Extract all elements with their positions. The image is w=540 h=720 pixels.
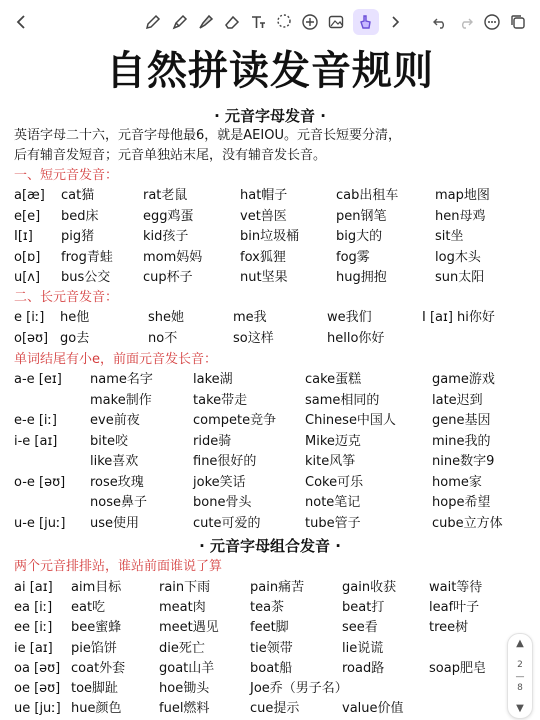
example-word: value价值 [342, 701, 404, 717]
example-word: rain下雨 [159, 580, 211, 595]
example-word: hug拥抱 [336, 270, 387, 285]
example-word: no不 [148, 330, 178, 346]
example-word: compete竞争 [193, 413, 277, 428]
example-word: she她 [148, 310, 185, 325]
example-word: feet脚 [250, 620, 289, 636]
pen-icon[interactable] [143, 12, 163, 32]
example-word: sun太阳 [435, 270, 485, 285]
example-word: hoe锄头 [159, 681, 210, 696]
example-word: pen钢笔 [336, 208, 387, 224]
section-heading-combos: · 元音字母组合发音 · [199, 537, 341, 555]
example-word: cup杯子 [143, 270, 193, 285]
intro-line-2: 后有辅音发短音；元音单独站末尾，没有辅音发长音。 [14, 148, 327, 163]
back-arrow-icon[interactable] [12, 12, 32, 32]
eraser-icon[interactable] [222, 12, 242, 32]
example-word: beat打 [342, 600, 385, 616]
example-word: tea茶 [250, 600, 285, 616]
phonics-label: a[æ] [14, 188, 45, 203]
chevron-down-icon[interactable]: ▼ [516, 703, 524, 714]
phonics-label: oa [əʊ] [14, 660, 61, 676]
example-word: fuel燃料 [159, 701, 210, 717]
example-word: hen母鸡 [435, 208, 486, 224]
example-word: cube立方体 [432, 515, 503, 531]
page-separator: — [515, 672, 525, 682]
image-icon[interactable] [326, 12, 346, 32]
example-word: game游戏 [432, 372, 495, 387]
example-word: he他 [60, 310, 90, 325]
phonics-label: I[ɪ] [14, 229, 33, 244]
example-word: mom妈妈 [143, 249, 203, 265]
example-word: same相同的 [305, 392, 380, 408]
example-word: vet兽医 [240, 208, 287, 224]
example-word: so这样 [233, 330, 274, 346]
example-word: take带走 [193, 392, 248, 408]
example-word: hello你好 [327, 330, 385, 346]
phonics-label: o[ɒ] [14, 249, 41, 265]
example-word: bite咬 [90, 433, 128, 449]
example-word: coat外套 [71, 660, 126, 676]
marker-icon[interactable] [170, 12, 190, 32]
example-word: aim目标 [71, 580, 122, 595]
example-word: like喜欢 [90, 454, 139, 469]
combos-subheading: 两个元音排排站，谁站前面谁说了算 [14, 559, 223, 574]
example-word: gain收获 [342, 580, 397, 595]
short-vowel-heading: 一、短元音发音： [14, 168, 119, 183]
example-word: bone骨头 [193, 495, 252, 510]
phonics-label: ie [aɪ] [14, 640, 53, 656]
example-word: hope希望 [432, 495, 491, 510]
copy-icon[interactable] [508, 12, 528, 32]
example-word: note笔记 [305, 495, 361, 510]
example-word: fox狐狸 [240, 249, 286, 265]
phonics-label: e-e [iː] [14, 413, 57, 428]
example-word: big大的 [336, 229, 383, 244]
example-word: Coke可乐 [305, 474, 364, 490]
example-word: fine很好的 [193, 454, 257, 469]
phonics-label: ee [iː] [14, 620, 53, 636]
page-scroller[interactable] [507, 633, 533, 719]
example-word: cat猫 [61, 188, 95, 203]
phonics-label: u-e [juː] [14, 515, 66, 531]
example-word: mine我的 [432, 433, 491, 449]
example-word: go去 [60, 330, 90, 346]
example-word: fog雾 [336, 249, 370, 265]
toolbar [0, 0, 540, 44]
phonics-label: o-e [əʊ] [14, 474, 66, 490]
example-word: joke笑话 [193, 474, 246, 490]
example-word: nine数字9 [432, 454, 495, 469]
example-word: cue提示 [250, 701, 300, 717]
example-word: bee蜜蜂 [71, 620, 122, 636]
example-word: egg鸡蛋 [143, 208, 194, 224]
example-word: map地图 [435, 188, 490, 203]
redo-icon[interactable] [456, 12, 476, 32]
magic-e-heading: 单词结尾有小e，前面元音发长音： [14, 352, 217, 367]
page-title: 自然拼读发音规则 [106, 48, 434, 94]
phonics-label: a-e [eɪ] [14, 372, 62, 387]
chevron-up-icon[interactable]: ▲ [516, 638, 524, 649]
example-word: meat肉 [159, 600, 206, 616]
example-word: road路 [342, 660, 385, 676]
example-word: nose鼻子 [90, 495, 147, 510]
intro-line-1: 英语字母二十六，元音字母他最6，就是AEIOU。元音长短要分清， [14, 128, 401, 143]
example-word: boat船 [250, 660, 293, 676]
more-icon[interactable] [482, 12, 502, 32]
example-word: pie馅饼 [71, 640, 117, 656]
phonics-label: e[e] [14, 208, 41, 224]
highlighter-icon[interactable] [196, 12, 216, 32]
example-word: nut坚果 [240, 270, 288, 285]
add-icon[interactable] [300, 12, 320, 32]
example-word: bed床 [61, 208, 99, 224]
example-word: Joe乔（男子名） [250, 681, 348, 696]
example-word: die死亡 [159, 640, 205, 656]
example-word: kite风筝 [305, 454, 356, 469]
example-word: leaf叶子 [429, 600, 480, 616]
example-word: pig猪 [61, 229, 95, 244]
example-word: sit坐 [435, 229, 464, 244]
example-word: frog青蛙 [61, 249, 113, 265]
phonics-label: e [iː] [14, 310, 45, 325]
long-vowel-heading: 二、长元音发音： [14, 290, 119, 305]
example-word: Chinese中国人 [305, 413, 396, 428]
example-word: Mike迈克 [305, 433, 361, 449]
example-word: cake蛋糕 [305, 372, 362, 387]
example-word: log木头 [435, 249, 481, 265]
example-word: cute可爱的 [193, 515, 261, 531]
example-word: toe脚趾 [71, 681, 119, 696]
phonics-label: ue [juː] [14, 701, 61, 717]
example-word: gene基因 [432, 413, 491, 428]
example-word: bus公交 [61, 270, 111, 285]
example-word: hue颜色 [71, 701, 122, 717]
example-word: home家 [432, 474, 482, 490]
lasso-icon[interactable] [274, 12, 294, 32]
example-word: hat帽子 [240, 188, 288, 203]
example-word: tie领带 [250, 640, 293, 656]
phonics-label: u[ʌ] [14, 270, 41, 285]
phonics-label: o[əʊ] [14, 330, 49, 346]
example-word: I [aɪ] hi你好 [422, 310, 495, 325]
example-word: cab出租车 [336, 188, 399, 203]
example-word: lie说谎 [342, 640, 384, 656]
example-word: see看 [342, 620, 378, 636]
example-word: me我 [233, 310, 267, 325]
undo-icon[interactable] [430, 12, 450, 32]
phonics-label: oe [əʊ] [14, 681, 61, 696]
phonics-label: ea [iː] [14, 600, 53, 616]
example-word: name名字 [90, 372, 153, 387]
example-word: ride骑 [193, 433, 232, 449]
example-word: make制作 [90, 392, 152, 408]
example-word: we我们 [327, 310, 372, 325]
example-word: pain痛苦 [250, 580, 305, 595]
section-heading-vowels: · 元音字母发音 · [214, 107, 326, 125]
phonics-label: ai [aɪ] [14, 580, 53, 595]
chevron-right-icon[interactable] [385, 12, 405, 32]
example-word: lake湖 [193, 372, 233, 387]
example-word: late迟到 [432, 392, 483, 408]
example-word: rose玫瑰 [90, 474, 144, 490]
example-word: kid孩子 [143, 229, 189, 244]
example-word: soap肥皂 [429, 660, 486, 676]
example-word: tube管子 [305, 515, 361, 531]
example-word: eve前夜 [90, 413, 140, 428]
example-word: eat吃 [71, 600, 106, 616]
phonics-label: i-e [aɪ] [14, 433, 58, 449]
example-word: use使用 [90, 515, 140, 531]
text-tool-icon[interactable] [248, 12, 268, 32]
example-word: meet遇见 [159, 620, 219, 636]
pointer-icon[interactable] [353, 9, 379, 35]
example-word: bin垃圾桶 [240, 229, 300, 244]
example-word: wait等待 [429, 580, 483, 595]
page-current: 2 [517, 660, 523, 670]
example-word: goat山羊 [159, 660, 215, 676]
example-word: tree树 [429, 620, 469, 636]
example-word: rat老鼠 [143, 188, 188, 203]
page-total: 8 [517, 683, 523, 693]
